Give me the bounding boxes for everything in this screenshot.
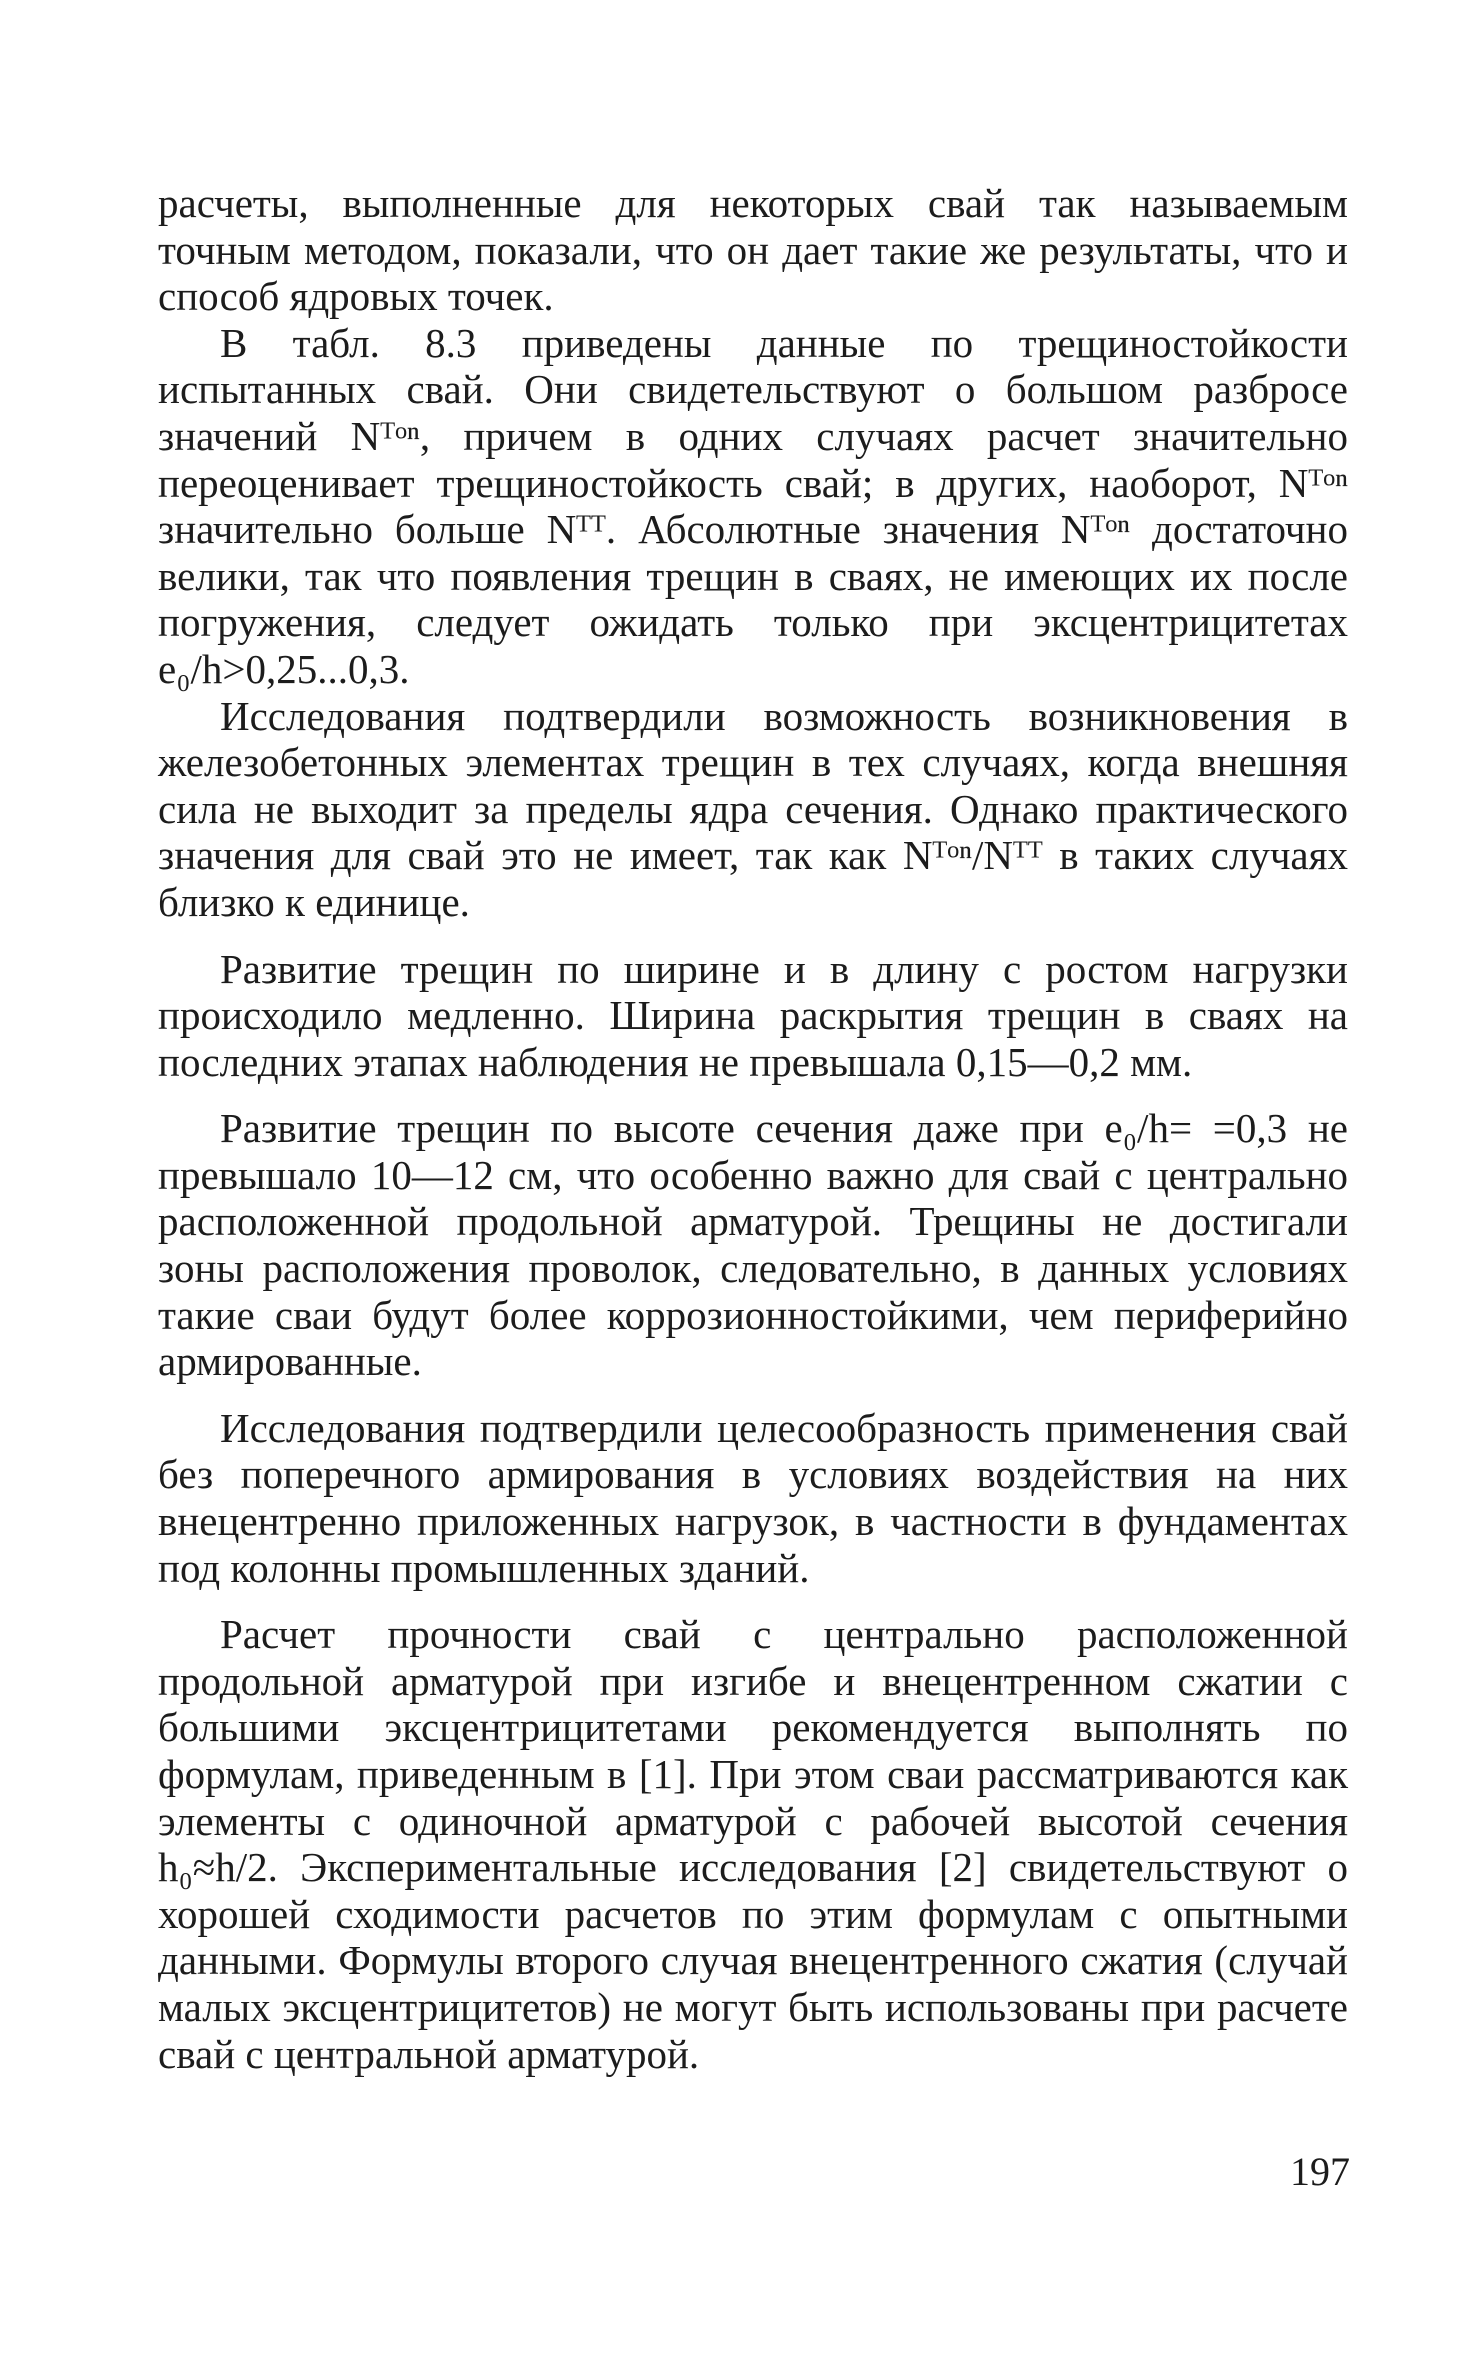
paragraph-crack-width: Развитие трещин по ширине и в длину с ростом нагрузки происходило медленно. Ширина раскрытия трещин в сваях на последних этапах наблюдения не превышала 0,15—0,2 мм. — [158, 945, 1348, 1085]
paragraph-expediency: Исследования подтвердили целесообразность применения свай без поперечного армирования в условиях воздействия на них внецентренно приложенных нагрузок, в частности в фундаментах под колонны промышленных зданий. — [158, 1404, 1348, 1591]
paragraph-continuation: расчеты, выполненные для некоторых свай так называемым точным методом, показали, что он дает такие же результаты, что и способ ядровых точек. — [158, 180, 1348, 320]
page-number: 197 — [1290, 2149, 1350, 2194]
paragraph-core-section: Исследования подтвердили возможность возникновения в железобетонных элементах трещин в тех случаях, когда внешняя сила не выходит за пределы ядра сечения. Однако практического значения для свай это не имеет, так как Nᵀᵒⁿ/Nᵀᵀ в таких случаях близко к единице. — [158, 692, 1348, 925]
page-body — [158, 180, 1348, 2077]
paragraph-crack-resistance: В табл. 8.3 приведены данные по трещиностойкости испытанных свай. Они свидетельствуют о большом разбросе значений Nᵀᵒⁿ, причем в одних случаях расчет значительно переоценивает трещиностойкость свай; в других, наоборот, Nᵀᵒⁿ значительно больше Nᵀᵀ. Абсолютные значения Nᵀᵒⁿ достаточно велики, так что появления трещин в сваях, не имеющих их после погружения, следует ожидать только при эксцентрицитетах e₀/h>0,25...0,3. — [158, 319, 1348, 692]
paragraph-crack-height: Развитие трещин по высоте сечения даже при e₀/h= =0,3 не превышало 10—12 см, что особенно важно для свай с центрально расположенной продольной арматурой. Трещины не достигали зоны расположения проволок, следовательно, в данных условиях такие сваи будут более коррозионностойкими, чем периферийно армированные. — [158, 1105, 1348, 1385]
paragraph-strength-calculation: Расчет прочности свай с центрально расположенной продольной арматурой при изгибе и внецентренном сжатии с большими эксцентрицитетами рекомендуется выполнять по формулам, приведенным в [1]. При этом сваи рассматриваются как элементы с одиночной арматурой с рабочей высотой сечения h₀≈h/2. Экспериментальные исследования [2] свидетельствуют о хорошей сходимости расчетов по этим формулам с опытными данными. Формулы второго случая внецентренного сжатия (случай малых эксцентрицитетов) не могут быть использованы при расчете свай с центральной арматурой. — [158, 1611, 1348, 2077]
